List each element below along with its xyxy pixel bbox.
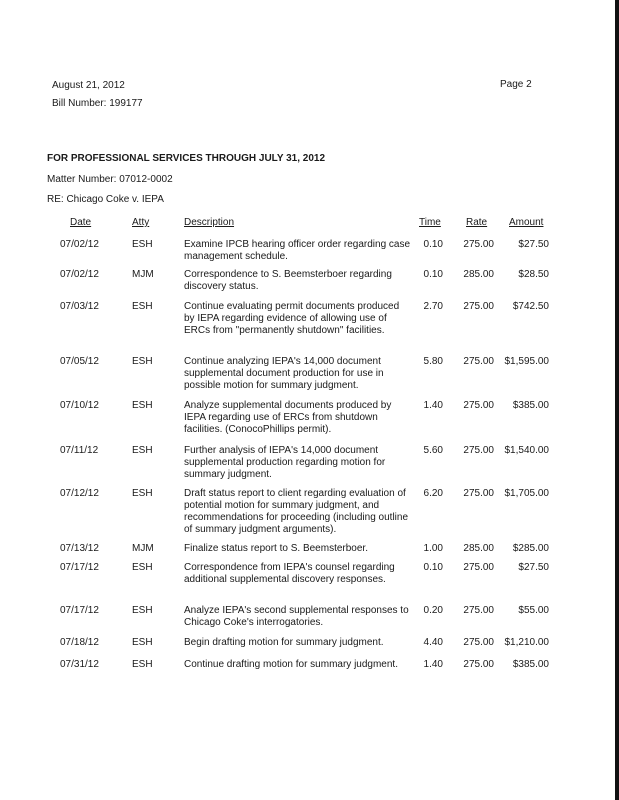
- cell-atty: ESH: [132, 301, 153, 312]
- cell-date: 07/17/12: [60, 605, 99, 616]
- cell-rate: 275.00: [463, 605, 494, 616]
- cell-atty: MJM: [132, 269, 154, 280]
- cell-rate: 285.00: [463, 543, 494, 554]
- cell-atty: ESH: [132, 659, 153, 670]
- cell-amount: $285.00: [512, 543, 549, 554]
- cell-amount: $385.00: [512, 659, 549, 670]
- bill-number: Bill Number: 199177: [52, 98, 143, 109]
- cell-amount: $742.50: [512, 301, 549, 312]
- cell-description: Begin drafting motion for summary judgment.: [184, 637, 384, 648]
- re-line: RE: Chicago Coke v. IEPA: [47, 194, 164, 205]
- cell-atty: MJM: [132, 543, 154, 554]
- cell-rate: 275.00: [463, 239, 494, 250]
- cell-description: Correspondence to S. Beemsterboer regarding discovery status.: [184, 269, 392, 292]
- cell-atty: ESH: [132, 356, 153, 367]
- cell-time: 0.10: [423, 562, 443, 573]
- cell-time: 0.10: [423, 239, 443, 250]
- column-header-description: Description: [184, 217, 235, 228]
- cell-rate: 275.00: [463, 356, 494, 367]
- cell-time: 1.40: [423, 659, 443, 670]
- cell-time: 0.20: [423, 605, 443, 616]
- cell-atty: ESH: [132, 605, 153, 616]
- cell-amount: $1,210.00: [504, 637, 549, 648]
- cell-description: Examine IPCB hearing officer order regarding case management schedule.: [184, 239, 411, 262]
- cell-rate: 275.00: [463, 659, 494, 670]
- cell-time: 1.00: [423, 543, 443, 554]
- cell-atty: ESH: [132, 400, 153, 411]
- cell-date: 07/17/12: [60, 562, 99, 573]
- cell-date: 07/12/12: [60, 488, 99, 499]
- cell-amount: $27.50: [518, 239, 549, 250]
- cell-date: 07/31/12: [60, 659, 99, 670]
- cell-atty: ESH: [132, 488, 153, 499]
- cell-time: 6.20: [423, 488, 443, 499]
- cell-amount: $385.00: [512, 400, 549, 411]
- matter-number: Matter Number: 07012-0002: [47, 174, 173, 185]
- column-header-time: Time: [419, 217, 441, 228]
- cell-time: 5.80: [423, 356, 443, 367]
- cell-rate: 275.00: [463, 445, 494, 456]
- cell-amount: $55.00: [518, 605, 549, 616]
- cell-time: 4.40: [423, 637, 443, 648]
- cell-description: Further analysis of IEPA's 14,000 document supplemental production regarding motion for summary judgment.: [184, 445, 386, 480]
- scan-edge: [615, 0, 619, 800]
- column-header-date: Date: [70, 217, 92, 228]
- cell-date: 07/02/12: [60, 239, 99, 250]
- cell-date: 07/13/12: [60, 543, 99, 554]
- cell-date: 07/03/12: [60, 301, 99, 312]
- cell-date: 07/02/12: [60, 269, 99, 280]
- services-title: FOR PROFESSIONAL SERVICES THROUGH JULY 31, 2012: [47, 153, 326, 164]
- invoice-date: August 21, 2012: [52, 80, 125, 91]
- cell-description: Draft status report to client regarding evaluation of potential motion for summary judgment, and recommendations for proceeding (including outline of summary judgment arguments).: [184, 488, 409, 535]
- cell-amount: $28.50: [518, 269, 549, 280]
- cell-atty: ESH: [132, 562, 153, 573]
- column-header-rate: Rate: [466, 217, 488, 228]
- cell-rate: 285.00: [463, 269, 494, 280]
- cell-amount: $27.50: [518, 562, 549, 573]
- cell-amount: $1,595.00: [504, 356, 549, 367]
- column-header-atty: Atty: [132, 217, 150, 228]
- cell-date: 07/05/12: [60, 356, 99, 367]
- cell-description: Finalize status report to S. Beemsterboer.: [184, 543, 368, 554]
- cell-description: Continue evaluating permit documents produced by IEPA regarding evidence of allowing use of ERCs from "permanently shutdown" facilities.: [184, 301, 400, 336]
- cell-time: 5.60: [423, 445, 443, 456]
- cell-description: Correspondence from IEPA's counsel regarding additional supplemental discovery responses.: [184, 562, 395, 585]
- cell-date: 07/11/12: [60, 445, 99, 456]
- cell-rate: 275.00: [463, 637, 494, 648]
- cell-rate: 275.00: [463, 301, 494, 312]
- cell-time: 1.40: [423, 400, 443, 411]
- cell-date: 07/18/12: [60, 637, 99, 648]
- cell-description: Analyze supplemental documents produced by IEPA regarding use of ERCs from shutdown facilities. (ConocoPhillips permit).: [184, 400, 392, 435]
- cell-atty: ESH: [132, 637, 153, 648]
- cell-atty: ESH: [132, 239, 153, 250]
- cell-rate: 275.00: [463, 488, 494, 499]
- cell-amount: $1,540.00: [504, 445, 549, 456]
- cell-description: Continue analyzing IEPA's 14,000 document supplemental document production for use in possible motion for summary judgment.: [184, 356, 384, 391]
- cell-description: Continue drafting motion for summary judgment.: [184, 659, 398, 670]
- cell-atty: ESH: [132, 445, 153, 456]
- cell-rate: 275.00: [463, 562, 494, 573]
- cell-date: 07/10/12: [60, 400, 99, 411]
- cell-time: 0.10: [423, 269, 443, 280]
- cell-amount: $1,705.00: [504, 488, 549, 499]
- page-number: Page 2: [500, 79, 532, 90]
- cell-rate: 275.00: [463, 400, 494, 411]
- cell-time: 2.70: [423, 301, 443, 312]
- cell-description: Analyze IEPA's second supplemental responses to Chicago Coke's interrogatories.: [184, 605, 409, 628]
- column-header-amount: Amount: [509, 217, 544, 228]
